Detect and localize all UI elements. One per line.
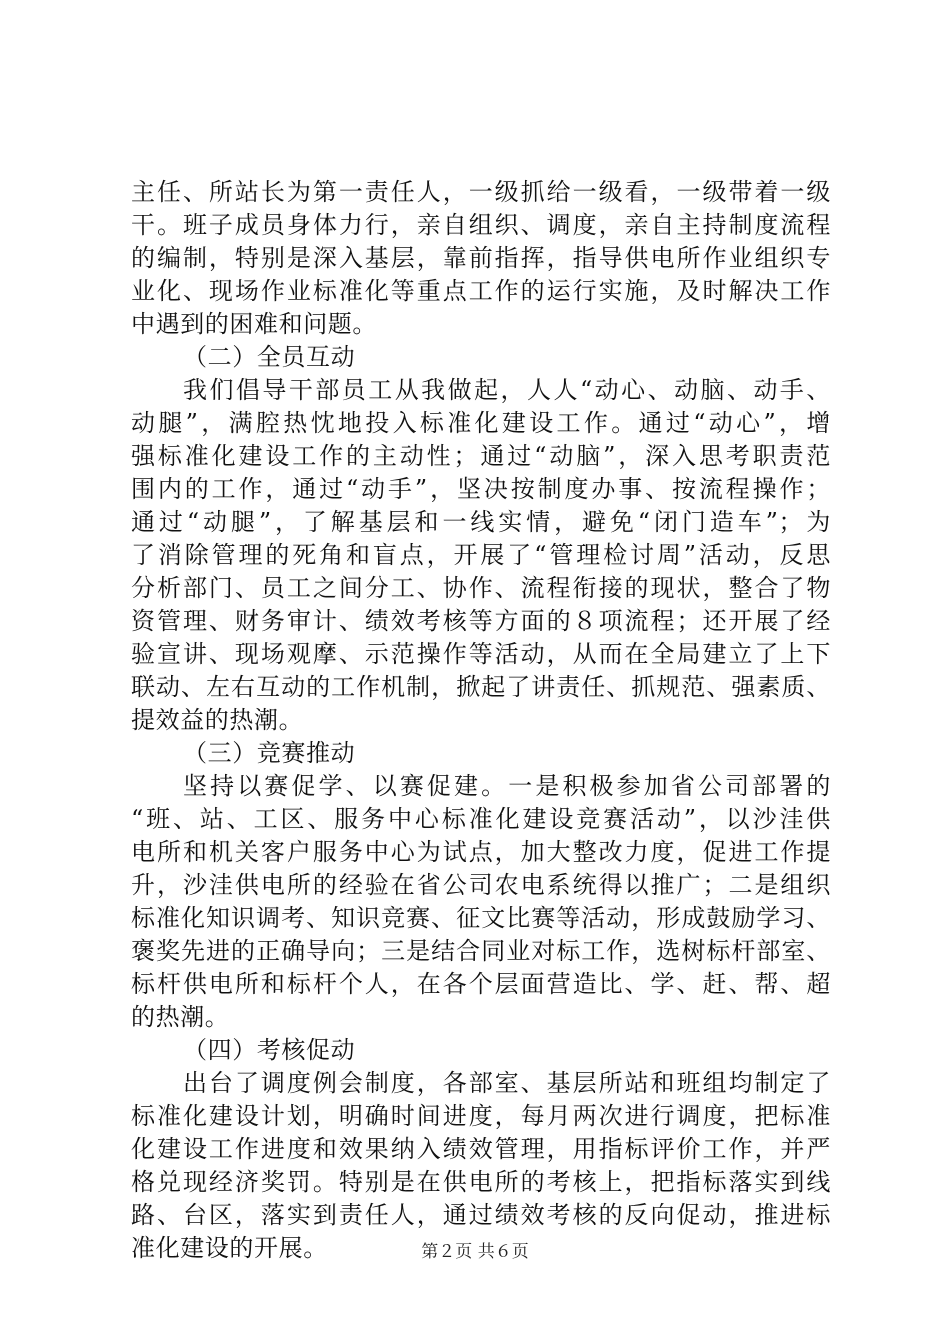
- paragraph-line: 业化、现场作业标准化等重点工作的运行实施，及时解决工作: [131, 277, 831, 305]
- paragraph-line: “班、站、工区、服务中心标准化建设竞赛活动”，以沙洼供: [131, 805, 831, 833]
- paragraph-line: 分析部门、员工之间分工、协作、流程衔接的现状，整合了物: [131, 574, 831, 602]
- paragraph-line: 主任、所站长为第一责任人，一级抓给一级看，一级带着一级: [131, 178, 831, 206]
- paragraph-line: 资管理、财务审计、绩效考核等方面的８项流程；还开展了经: [131, 607, 831, 635]
- paragraph-line: 升，沙洼供电所的经验在省公司农电系统得以推广；二是组织: [131, 871, 831, 899]
- paragraph-line: 标准化建设计划，明确时间进度，每月两次进行调度，把标准: [131, 1102, 831, 1130]
- section-heading: （二）全员互动: [183, 343, 356, 371]
- paragraph-line: 我们倡导干部员工从我做起，人人“动心、动脑、动手、: [183, 376, 831, 404]
- paragraph-line: 提效益的热潮。: [131, 706, 304, 734]
- paragraph-line: 路、台区，落实到责任人，通过绩效考核的反向促动，推进标: [131, 1201, 831, 1229]
- page-footer: 第２页 共６页: [421, 1242, 529, 1262]
- paragraph-line: 坚持以赛促学、以赛促建。一是积极参加省公司部署的: [183, 772, 831, 800]
- paragraph-line: 电所和机关客户服务中心为试点，加大整改力度，促进工作提: [131, 838, 831, 866]
- paragraph-line: 的热潮。: [131, 1003, 230, 1031]
- paragraph-line: 强标准化建设工作的主动性；通过“动脑”，深入思考职责范: [131, 442, 831, 470]
- paragraph-line: 化建设工作进度和效果纳入绩效管理，用指标评价工作，并严: [131, 1135, 831, 1163]
- section-heading: （三）竞赛推动: [183, 739, 356, 767]
- paragraph-line: 了消除管理的死角和盲点，开展了“管理检讨周”活动，反思: [131, 541, 831, 569]
- paragraph-line: 通过“动腿”，了解基层和一线实情，避免“闭门造车”；为: [131, 508, 831, 536]
- paragraph-line: 标杆供电所和标杆个人，在各个层面营造比、学、赶、帮、超: [131, 970, 831, 998]
- paragraph-line: 干。班子成员身体力行，亲自组织、调度，亲自主持制度流程: [131, 211, 831, 239]
- paragraph-line: 验宣讲、现场观摩、示范操作等活动，从而在全局建立了上下: [131, 640, 831, 668]
- paragraph-line: 中遇到的困难和问题。: [131, 310, 377, 338]
- paragraph-line: 围内的工作，通过“动手”，坚决按制度办事、按流程操作；: [131, 475, 831, 503]
- document-body: [131, 176, 831, 1265]
- paragraph-line: 的编制，特别是深入基层，靠前指挥，指导供电所作业组织专: [131, 244, 831, 272]
- section-heading: （四）考核促动: [183, 1036, 356, 1064]
- paragraph-line: 标准化知识调考、知识竞赛、征文比赛等活动，形成鼓励学习、: [131, 904, 831, 932]
- paragraph-line: 联动、左右互动的工作机制，掀起了讲责任、抓规范、强素质、: [131, 673, 831, 701]
- paragraph-line: 动腿”，满腔热忱地投入标准化建设工作。通过“动心”，增: [131, 409, 831, 437]
- paragraph-line: 格兑现经济奖罚。特别是在供电所的考核上，把指标落实到线: [131, 1168, 831, 1196]
- paragraph-line: 准化建设的开展。: [131, 1234, 328, 1262]
- paragraph-line: 出台了调度例会制度，各部室、基层所站和班组均制定了: [183, 1069, 831, 1097]
- paragraph-line: 褒奖先进的正确导向；三是结合同业对标工作，选树标杆部室、: [131, 937, 831, 965]
